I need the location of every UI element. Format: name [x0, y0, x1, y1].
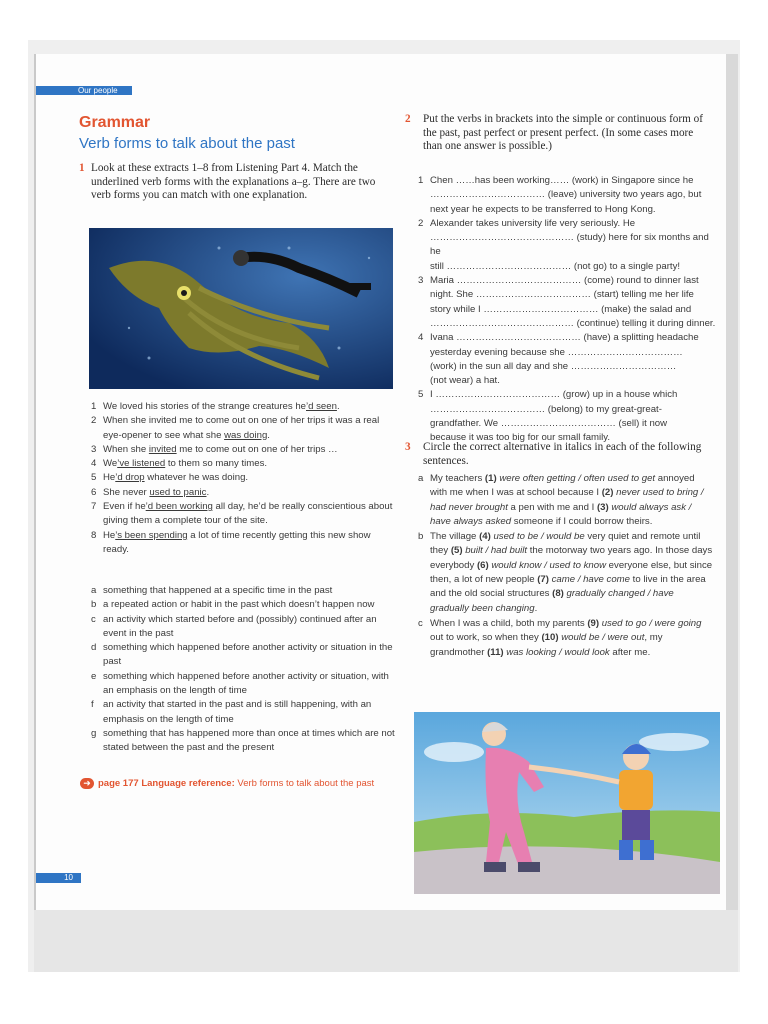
page-number: 10 [36, 873, 81, 883]
alternative-text: My teachers (1) were often getting / often used to get annoyed with me when I was at school because I (2) never used to bring / had never brought a pen with me and I (3) would always ask / have always asked someone if I could borrow theirs. [430, 473, 704, 527]
exercise-number: 3 [405, 441, 411, 453]
extract-text: Even if he’d been working all day, he’d be really conscientious about giving them a complete tour of the site. [103, 501, 393, 527]
gap-fill-line: yesterday evening because she ……………………………… [430, 346, 683, 358]
gap-fill-line: night. She ……………………………… (start) telling me her life [430, 289, 694, 301]
extract-item [91, 443, 396, 457]
exercise-number: 1 [79, 162, 85, 174]
gap-fill-line: story while I ……………………………… (make) the salad and [430, 303, 692, 315]
item-number: 3 [91, 443, 97, 455]
extract-text: We loved his stories of the strange creatures he’d seen. [103, 401, 340, 412]
alternative-text: The village (4) used to be / would be very quiet and remote until they (5) built / had built the motorway two years ago. In those days everybody (6) would know / used to know everyone else, but since then, a lot of new people (7) came / have come to live in the area and the old social structures (8) gradually changed / have gradually been changing. [430, 531, 713, 614]
explanation-item [91, 727, 396, 756]
gap-fill-line: ……………………………… (belong) to my great-great- [430, 403, 662, 415]
explanation-item [91, 584, 396, 598]
gap-fill-item [418, 388, 718, 445]
squid-diver-illustration [89, 228, 393, 389]
exercise-1-instruction [79, 162, 384, 203]
gap-fill-line: next year he expects to be transferred to Hong Kong. [430, 203, 656, 215]
gap-fill-line: I ………………………………… (grow) up in a house which [430, 389, 678, 401]
alternative-item [418, 617, 714, 660]
arrow-right-icon: ➜ [80, 778, 94, 789]
reference-label: Language reference: [141, 778, 235, 790]
item-number: 4 [418, 332, 424, 344]
extract-item [91, 457, 396, 471]
page-title: Grammar [79, 114, 151, 131]
explanation-text: something which happened before another activity or situation, with an emphasis on the length of time [103, 670, 389, 697]
underlined-verb: ’d been working [145, 501, 213, 513]
item-letter: c [91, 613, 96, 625]
explanation-text: something that happened at a specific time in the past [103, 585, 333, 596]
extract-text: We’ve listened to them so many times. [103, 458, 268, 470]
extract-text: When she invited me to come out on one of her trips … [103, 443, 338, 455]
extract-text: She never used to panic. [103, 486, 210, 498]
gap-fill-item [418, 274, 718, 331]
item-letter: b [418, 531, 424, 543]
underlined-verb: invited [148, 443, 177, 455]
skating-illustration [414, 712, 720, 894]
exercise-number: 2 [405, 113, 411, 125]
gap-fill-text [430, 174, 718, 217]
extract-item [91, 400, 396, 414]
gap-fill-line: Alexander takes university life very seriously. He [430, 217, 636, 229]
item-letter: b [91, 599, 97, 611]
item-letter: f [91, 699, 94, 711]
gap-fill-line: ……………………………… (leave) university two years ago, but [430, 189, 702, 201]
extract-item [91, 471, 396, 485]
extract-text: He’d drop whatever he was doing. [103, 472, 249, 484]
section-tab: Our people [36, 86, 132, 95]
gap-fill-line: because it was too big for our small family. [430, 432, 611, 444]
alternative-item [418, 530, 714, 616]
item-number: 1 [91, 401, 97, 412]
item-number: 1 [418, 175, 424, 186]
gap-fill-text [430, 388, 718, 445]
gap-fill-line: ……………………………………… (continue) telling it during dinner. [430, 317, 716, 329]
explanation-text: a repeated action or habit in the past which doesn’t happen now [103, 599, 375, 611]
exercise-2-text: Put the verbs in brackets into the simple or continuous form of the past, past perfect or present perfect. (In some cases more than one answer is possible.) [423, 113, 703, 152]
language-reference[interactable] [80, 778, 380, 790]
underlined-verb: ’d drop [115, 472, 145, 484]
page-edge [34, 54, 36, 910]
exercise-2-items [418, 174, 718, 446]
extract-item [91, 486, 396, 500]
alternative-item [418, 472, 714, 529]
gap-fill-line: grandfather. We ……………………………… (sell) it now [430, 418, 668, 430]
gap-fill-line: Chen ……has been working…… (work) in Singapore since he [430, 175, 694, 186]
item-letter: a [91, 585, 97, 596]
extract-text: When she invited me to come out on one of her trips it was a real eye-opener to see what she was doing. [103, 415, 380, 441]
explanation-item [91, 613, 396, 642]
item-number: 8 [91, 529, 97, 541]
item-number: 3 [418, 275, 424, 287]
underlined-verb: was doing [224, 429, 268, 441]
explanation-text: something which happened before another activity or situation in the past [103, 642, 393, 668]
explanation-item [91, 641, 396, 670]
item-number: 5 [418, 389, 424, 401]
explanation-text: something that has happened more than once at times which are not stated between the past and the present [103, 727, 395, 754]
underlined-verb: ’s been spending [115, 529, 188, 541]
explanation-text: an activity that started in the past and is still happening, with an emphasis on the length of time [103, 699, 372, 725]
exercise-3-instruction [405, 441, 710, 468]
alternative-text: When I was a child, both my parents (9) used to go / were going out to work, so when they (10) would be / were out, my grandmother (11) was looking / would look after me. [430, 617, 702, 658]
exercise-3-items [418, 472, 714, 661]
gap-fill-item [418, 217, 718, 274]
item-number: 6 [91, 486, 97, 498]
gap-fill-line: Maria ………………………………… (come) round to dinner last [430, 275, 699, 287]
item-letter: g [91, 727, 97, 739]
explanation-item [91, 598, 396, 612]
explanation-item [91, 670, 396, 699]
reference-text: Verb forms to talk about the past [237, 778, 375, 790]
item-number: 5 [91, 472, 97, 484]
extract-item [91, 529, 396, 558]
gap-fill-line: still ………………………………… (not go) to a single party! [430, 260, 681, 272]
reference-page: page 177 [98, 778, 139, 790]
underlined-verb: ’ve listened [117, 458, 166, 470]
explanation-item [91, 698, 396, 727]
item-number: 4 [91, 458, 97, 470]
extract-text: He’s been spending a lot of time recently getting this new show ready. [103, 529, 371, 555]
item-number: 7 [91, 501, 97, 513]
scan-bottom [34, 910, 738, 972]
item-number: 2 [418, 217, 424, 229]
gap-fill-line: ……………………………………… (study) here for six months and he [430, 232, 709, 258]
gap-fill-text [430, 274, 718, 331]
gap-fill-item [418, 174, 718, 217]
gap-fill-text [430, 331, 718, 388]
page-subtitle: Verb forms to talk about the past [79, 135, 295, 152]
gap-fill-line: Ivana ………………………………… (have) a splitting headache [430, 332, 699, 344]
item-letter: d [91, 642, 97, 654]
underlined-verb: used to panic [149, 486, 207, 498]
gap-fill-text [430, 217, 718, 274]
explanation-list [91, 584, 396, 756]
extract-item [91, 500, 396, 529]
gap-fill-item [418, 331, 718, 388]
gap-fill-line: (work) in the sun all day and she …………………………… [430, 360, 677, 372]
explanation-text: an activity which started before and (possibly) continued after an event in the past [103, 613, 377, 639]
item-number: 2 [91, 415, 97, 427]
exercise-3-text: Circle the correct alternative in italics in each of the following sentences. [423, 441, 702, 467]
exercise-2-instruction [405, 113, 710, 154]
extract-item [91, 414, 396, 443]
item-letter: c [418, 617, 423, 629]
extract-list [91, 400, 396, 557]
underlined-verb: ’d seen [306, 401, 337, 412]
exercise-1-text: Look at these extracts 1–8 from Listening Part 4. Match the underlined verb forms with the explanations a–g. There are two verb forms you can match with one explanation. [91, 162, 376, 201]
item-letter: a [418, 473, 424, 484]
item-letter: e [91, 670, 97, 682]
gap-fill-line: (not wear) a hat. [430, 375, 500, 387]
